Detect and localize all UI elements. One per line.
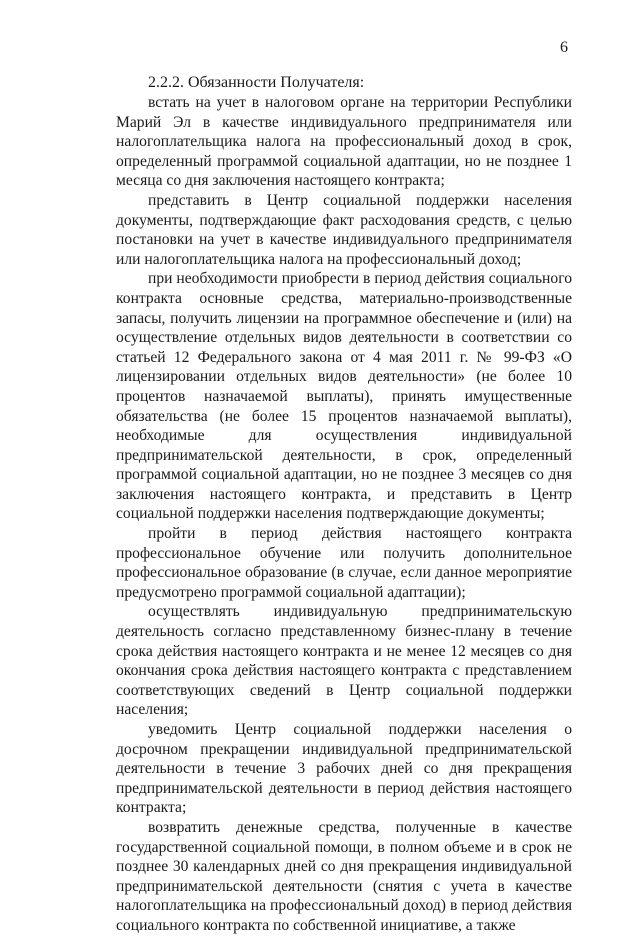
page-number: 6 <box>560 39 568 56</box>
obligation-paragraph: пройти в период действия настоящего контракта профессиональное обучение или получить дополнительное профессиональное образование (в случае, если данное мероприятие предусмотрено программой социальной адаптации); <box>116 525 572 601</box>
obligations-list <box>116 93 572 936</box>
obligation-paragraph: встать на учет в налоговом органе на территории Республики Марий Эл в качестве индивидуального предпринимателя или налогоплательщика налога на профессиональный доход в срок, определенный программой социальной адаптации, но не позднее 1 месяца со дня заключения настоящего контракта; <box>116 94 572 190</box>
obligation-paragraph: при необходимости приобрести в период действия социального контракта основные средства, материально-производственные запасы, получить лицензии на программное обеспечение и (или) на осуществление отдельных видов деятельности в соответствии со статьей 12 Федерального закона от 4 мая 2011 г. № 99-ФЗ «О лицензировании отдельных видов деятельности» (не более 10 процентов назначаемой выплаты), принять имущественные обязательства (не более 15 процентов назначаемой выплаты), необходимые для осуществления индивидуальной предпринимательской деятельности, в срок, определенный программой социальной адаптации, но не позднее 3 месяцев со дня заключения настоящего контракта, и представить в Центр социальной поддержки населения подтверждающие документы; <box>116 270 572 523</box>
obligation-paragraph: уведомить Центр социальной поддержки населения о досрочном прекращении индивидуальной предпринимательской деятельности в течение 3 рабочих дней со дня прекращения предпринимательской деятельности в период действия настоящего контракта; <box>116 721 572 817</box>
section-heading: 2.2.2. Обязанности Получателя: <box>148 74 365 91</box>
obligation-paragraph: представить в Центр социальной поддержки населения документы, подтверждающие факт расходования средств, с целью постановки на учет в качестве индивидуального предпринимателя или налогоплательщика налога на профессиональный доход; <box>116 191 572 268</box>
obligation-paragraph: осуществлять индивидуальную предпринимательскую деятельность согласно представленному бизнес-плану в течение срока действия настоящего контракта и не менее 12 месяцев со дня окончания срока действия настоящего контракта с представлением соответствующих сведений в Центр социальной поддержки населения; <box>116 603 572 719</box>
obligation-paragraph: возвратить денежные средства, полученные в качестве государственной социальной помощи, в полном объеме и в срок не позднее 30 календарных дней со дня прекращения индивидуальной предпринимательской деятельности (снятия с учета в качестве налогоплательщика на профессиональный доход) в период действия социального контракта по собственной инициативе, а также <box>116 818 572 934</box>
